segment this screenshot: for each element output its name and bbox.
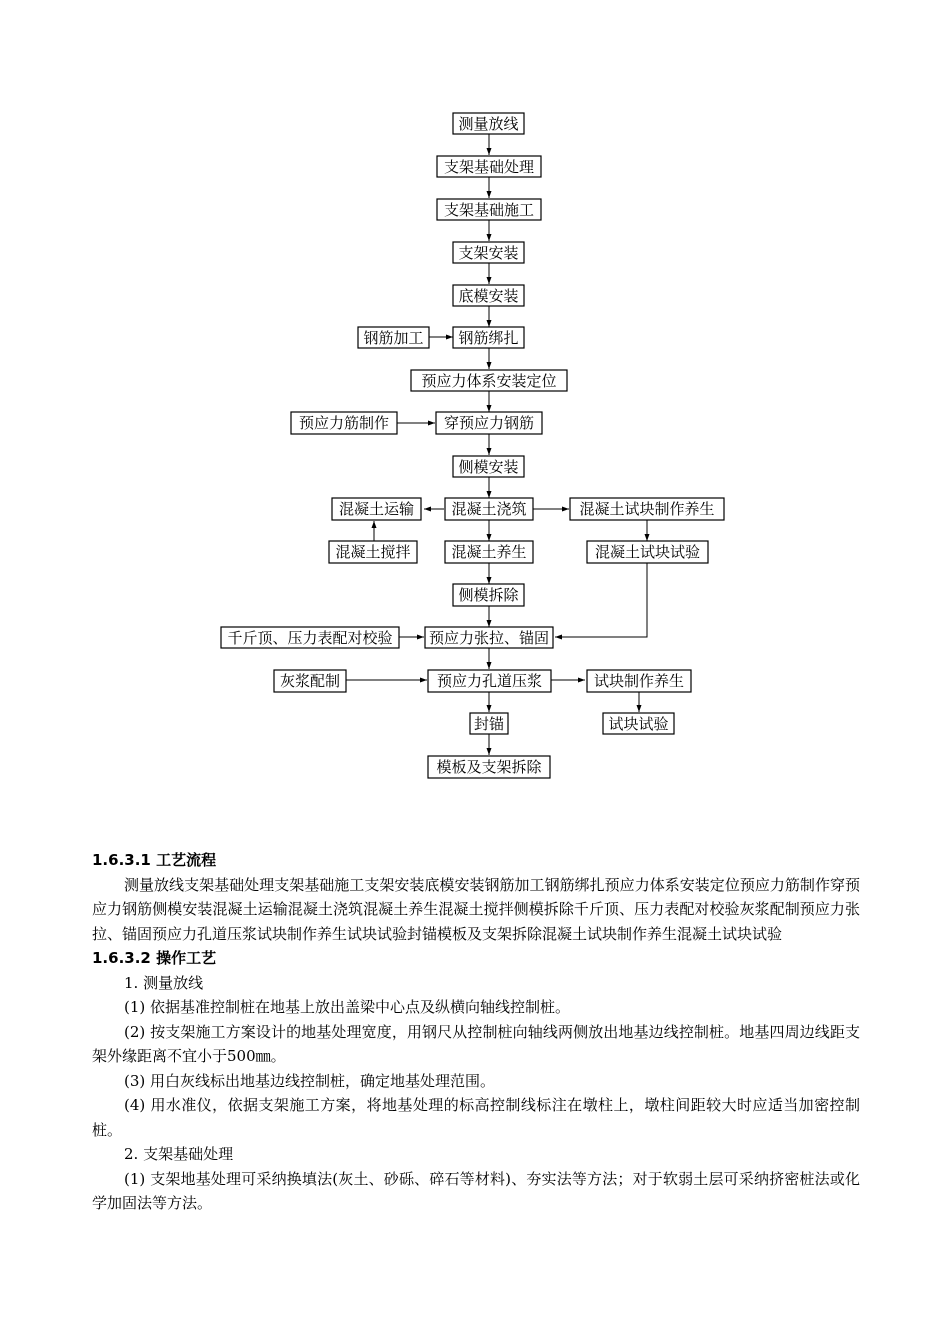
document-body (92, 848, 860, 1216)
node-foundation-construction (437, 199, 541, 220)
svg-text:混凝土浇筑: 混凝土浇筑 (451, 500, 527, 518)
node-prestress-system (411, 370, 567, 391)
svg-text:支架基础施工: 支架基础施工 (443, 201, 535, 219)
svg-text:混凝土搅拌: 混凝土搅拌 (335, 543, 411, 561)
list-item: (4) 用水准仪，依据支架施工方案，将地基处理的标高控制线标注在墩柱上，墩柱间距较大时应适当加密控制桩。 (92, 1096, 860, 1139)
svg-text:预应力体系安装定位: 预应力体系安装定位 (421, 372, 557, 390)
node-grout-mixing (274, 670, 346, 692)
svg-text:钢筋绑扎: 钢筋绑扎 (458, 329, 519, 347)
svg-text:混凝土试块试验: 混凝土试块试验 (594, 543, 701, 561)
node-side-form-removal (453, 584, 524, 606)
svg-text:测量放线: 测量放线 (458, 115, 519, 133)
node-bottom-form (453, 285, 524, 306)
node-sample-test (603, 713, 674, 734)
svg-text:混凝土运输: 混凝土运输 (338, 500, 415, 518)
section-heading: 1.6.3.2 操作工艺 (92, 949, 217, 967)
node-duct-grouting (428, 670, 551, 692)
svg-text:穿预应力钢筋: 穿预应力钢筋 (443, 414, 535, 432)
svg-text:底模安装: 底模安装 (458, 287, 519, 305)
list-item: (3) 用白灰线标出地基边线控制桩，确定地基处理范围。 (124, 1071, 496, 1090)
node-tendon-making (291, 412, 397, 434)
svg-text:预应力筋制作: 预应力筋制作 (298, 414, 390, 432)
svg-text:支架安装: 支架安装 (458, 244, 519, 262)
node-anchor-sealing (470, 713, 508, 734)
svg-text:封锚: 封锚 (473, 715, 505, 733)
svg-text:试块制作养生: 试块制作养生 (593, 672, 685, 690)
node-jack-calibration (221, 627, 399, 648)
node-tendon-threading (436, 412, 542, 434)
svg-text:侧模拆除: 侧模拆除 (458, 586, 519, 604)
node-concrete-mixing (329, 541, 417, 563)
svg-text:混凝土试块制作养生: 混凝土试块制作养生 (579, 500, 715, 518)
node-survey (453, 113, 524, 134)
flow-edges (346, 134, 647, 755)
node-rebar-binding (453, 327, 524, 348)
node-concrete-sample-test (587, 541, 708, 563)
svg-text:支架基础处理: 支架基础处理 (443, 158, 535, 176)
list-item: (1) 依据基准控制桩在地基上放出盖梁中心点及纵横向轴线控制桩。 (124, 998, 571, 1016)
node-concrete-transport (332, 498, 421, 520)
svg-text:预应力张拉、锚固: 预应力张拉、锚固 (428, 629, 550, 647)
node-foundation-treatment (437, 156, 541, 177)
node-form-removal (428, 756, 550, 778)
subsection-heading: 1. 测量放线 (124, 973, 204, 992)
svg-text:预应力孔道压浆: 预应力孔道压浆 (436, 672, 543, 690)
node-support-install (453, 242, 524, 263)
list-item: (1) 支架地基处理可采纳换填法(灰土、砂砾、碎石等材料)、夯实法等方法；对于软弱土层可采纳挤密桩法或化学加固法等方法。 (92, 1169, 860, 1212)
node-sample-curing (587, 670, 691, 692)
node-concrete-sample-curing (570, 498, 724, 520)
section-heading: 1.6.3.1 工艺流程 (92, 851, 217, 869)
paragraph: 测量放线支架基础处理支架基础施工支架安装底模安装钢筋加工钢筋绑扎预应力体系安装定位预应力筋制作穿预应力钢筋侧模安装混凝土运输混凝土浇筑混凝土养生混凝土搅拌侧模拆除千斤顶、压力表配对校验灰浆配制预应力张拉、锚固预应力孔道压浆试块制作养生试块试验封锚模板及支架拆除混凝土试块制作养生混凝土试块试验 (92, 875, 860, 943)
svg-text:试块试验: 试块试验 (608, 715, 669, 733)
node-side-form (453, 456, 524, 477)
svg-text:模板及支架拆除: 模板及支架拆除 (436, 758, 542, 776)
node-tensioning-anchoring (425, 627, 553, 648)
svg-text:混凝土养生: 混凝土养生 (451, 543, 527, 561)
node-concrete-curing (445, 541, 533, 563)
svg-text:侧模安装: 侧模安装 (458, 458, 519, 476)
subsection-heading: 2. 支架基础处理 (124, 1145, 234, 1163)
svg-text:千斤顶、压力表配对校验: 千斤顶、压力表配对校验 (227, 629, 393, 647)
svg-text:灰浆配制: 灰浆配制 (279, 672, 341, 690)
node-concrete-pouring (445, 498, 533, 520)
svg-text:钢筋加工: 钢筋加工 (363, 329, 424, 347)
node-rebar-processing (358, 327, 429, 348)
list-item: (2) 按支架施工方案设计的地基处理宽度，用钢尺从控制桩向轴线两侧放出地基边线控制桩。地基四周边线距支架外缘距离不宜小于500㎜。 (92, 1022, 860, 1065)
